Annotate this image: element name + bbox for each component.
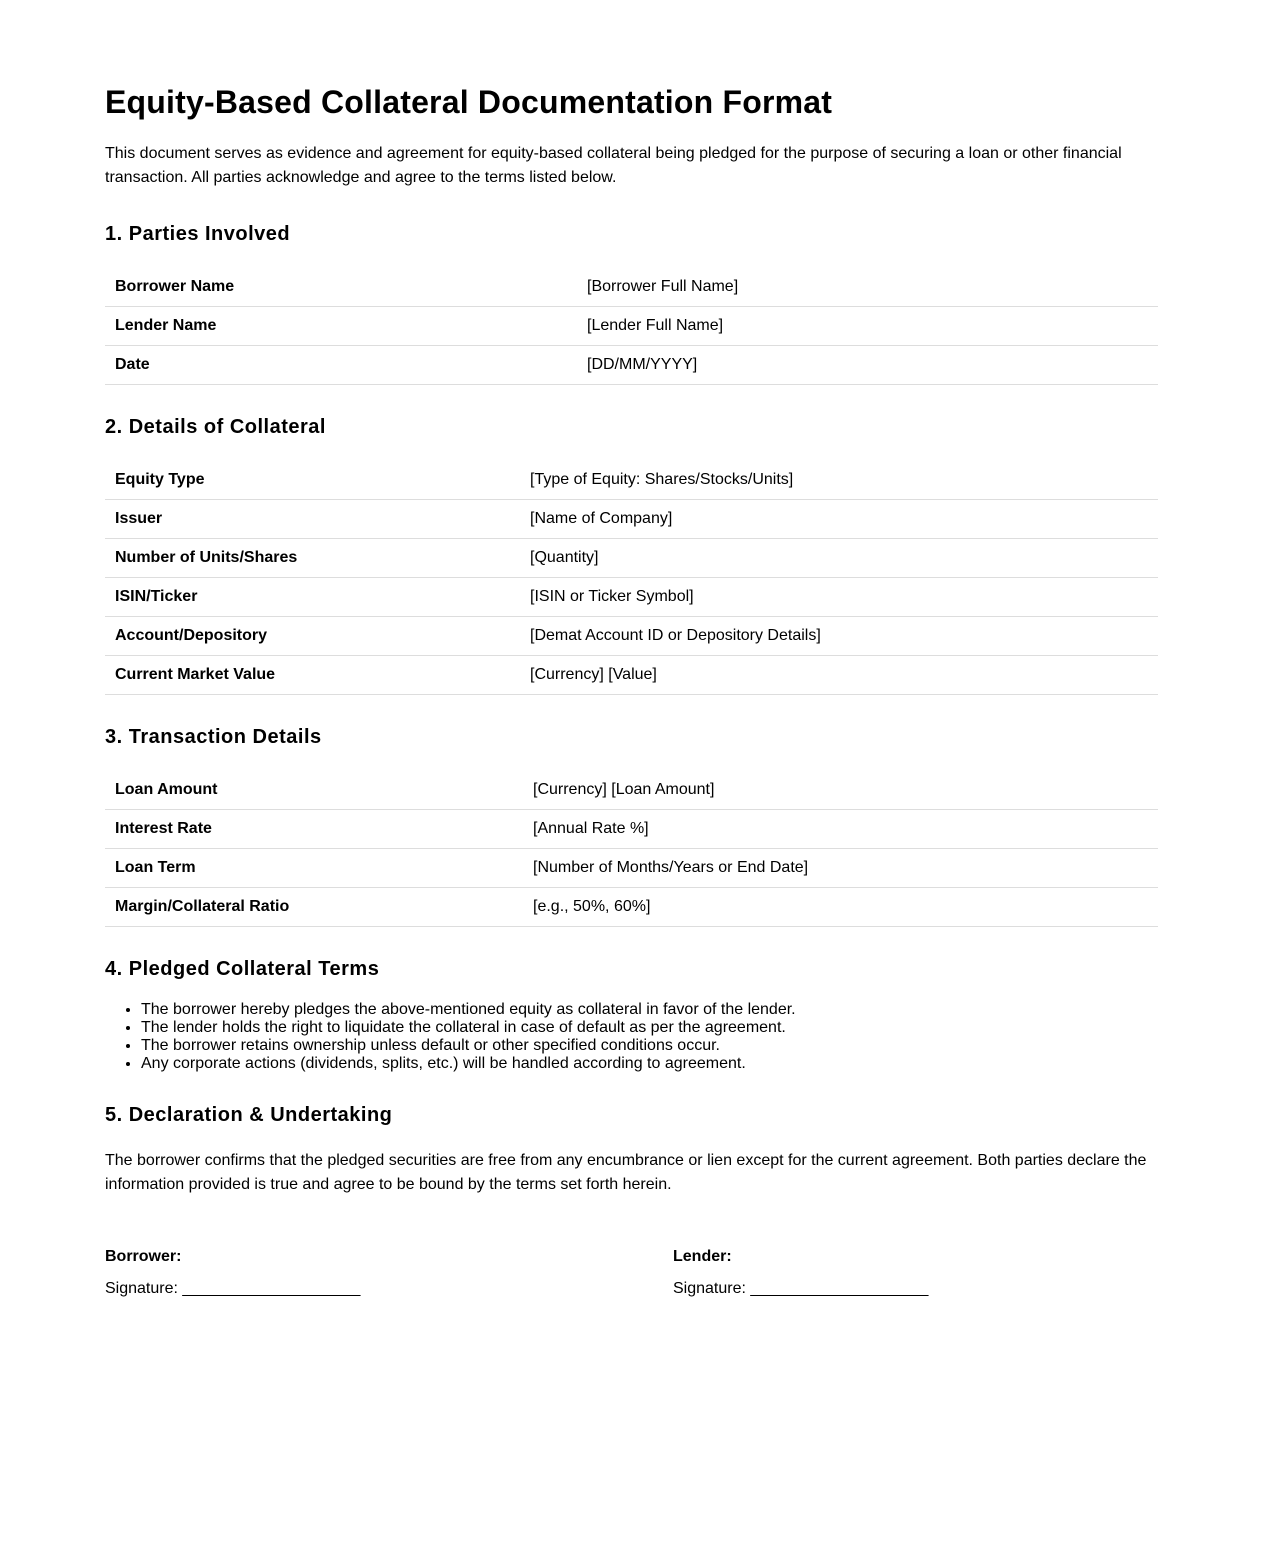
terms-list	[105, 1001, 1158, 1073]
row-value: [DD/MM/YYYY]	[577, 346, 1158, 385]
row-label: Loan Term	[105, 849, 523, 888]
table-row	[105, 771, 1158, 810]
section-heading-terms: 4. Pledged Collateral Terms	[105, 958, 380, 980]
row-label: Loan Amount	[105, 771, 523, 810]
table-row	[105, 578, 1158, 617]
row-value: [Lender Full Name]	[577, 307, 1158, 346]
list-item: • The borrower hereby pledges the above-mentioned equity as collateral in favor of the lender.	[141, 1001, 1158, 1019]
table-row	[105, 656, 1158, 695]
row-label: Lender Name	[105, 307, 577, 346]
row-value: [ISIN or Ticker Symbol]	[520, 578, 1158, 617]
section-heading-collateral: 2. Details of Collateral	[105, 416, 326, 438]
row-label: Date	[105, 346, 577, 385]
row-label: Number of Units/Shares	[105, 539, 520, 578]
table-row	[105, 461, 1158, 500]
row-label: ISIN/Ticker	[105, 578, 520, 617]
table-row	[105, 500, 1158, 539]
section-heading-declaration: 5. Declaration & Undertaking	[105, 1104, 393, 1126]
intro-paragraph: This document serves as evidence and agreement for equity-based collateral being pledged for the purpose of securing a loan or other financial transaction. All parties acknowledge and agree to the terms listed below.	[105, 145, 1122, 186]
row-value: [Currency] [Loan Amount]	[523, 771, 1158, 810]
section-heading-parties: 1. Parties Involved	[105, 223, 291, 245]
page-title: Equity-Based Collateral Documentation Format	[105, 84, 833, 120]
table-row	[105, 849, 1158, 888]
borrower-signature	[105, 1245, 360, 1301]
row-label: Borrower Name	[105, 268, 577, 307]
signature-block	[105, 1245, 1158, 1315]
lender-signature-line: Signature: ____________________	[673, 1280, 929, 1297]
borrower-signature-title: Borrower:	[105, 1248, 182, 1265]
row-value: [Type of Equity: Shares/Stocks/Units]	[520, 461, 1158, 500]
row-label: Account/Depository	[105, 617, 520, 656]
table-row	[105, 888, 1158, 927]
row-value: [Currency] [Value]	[520, 656, 1158, 695]
collateral-table	[105, 461, 1158, 695]
borrower-signature-line: Signature: ____________________	[105, 1280, 361, 1297]
row-value: [Name of Company]	[520, 500, 1158, 539]
list-item: • Any corporate actions (dividends, splits, etc.) will be handled according to agreement.	[141, 1055, 1158, 1073]
row-value: [Quantity]	[520, 539, 1158, 578]
parties-table	[105, 268, 1158, 385]
table-row	[105, 268, 1158, 307]
table-row	[105, 617, 1158, 656]
document-page	[105, 0, 1158, 1315]
table-row	[105, 307, 1158, 346]
declaration-paragraph: The borrower confirms that the pledged securities are free from any encumbrance or lien except for the current agreement. Both parties declare the information provided is true and agree to be bound by the terms set forth herein.	[105, 1152, 1147, 1193]
transaction-table	[105, 771, 1158, 927]
lender-signature	[673, 1245, 928, 1301]
list-item: • The borrower retains ownership unless default or other specified conditions occur.	[141, 1037, 1158, 1055]
row-value: [Number of Months/Years or End Date]	[523, 849, 1158, 888]
row-label: Current Market Value	[105, 656, 520, 695]
table-row	[105, 810, 1158, 849]
row-label: Interest Rate	[105, 810, 523, 849]
row-label: Margin/Collateral Ratio	[105, 888, 523, 927]
row-value: [Borrower Full Name]	[577, 268, 1158, 307]
row-value: [e.g., 50%, 60%]	[523, 888, 1158, 927]
table-row	[105, 346, 1158, 385]
table-row	[105, 539, 1158, 578]
row-value: [Demat Account ID or Depository Details]	[520, 617, 1158, 656]
row-label: Issuer	[105, 500, 520, 539]
lender-signature-title: Lender:	[673, 1248, 732, 1265]
list-item: • The lender holds the right to liquidate the collateral in case of default as per the agreement.	[141, 1019, 1158, 1037]
section-heading-transaction: 3. Transaction Details	[105, 726, 322, 748]
row-label: Equity Type	[105, 461, 520, 500]
row-value: [Annual Rate %]	[523, 810, 1158, 849]
